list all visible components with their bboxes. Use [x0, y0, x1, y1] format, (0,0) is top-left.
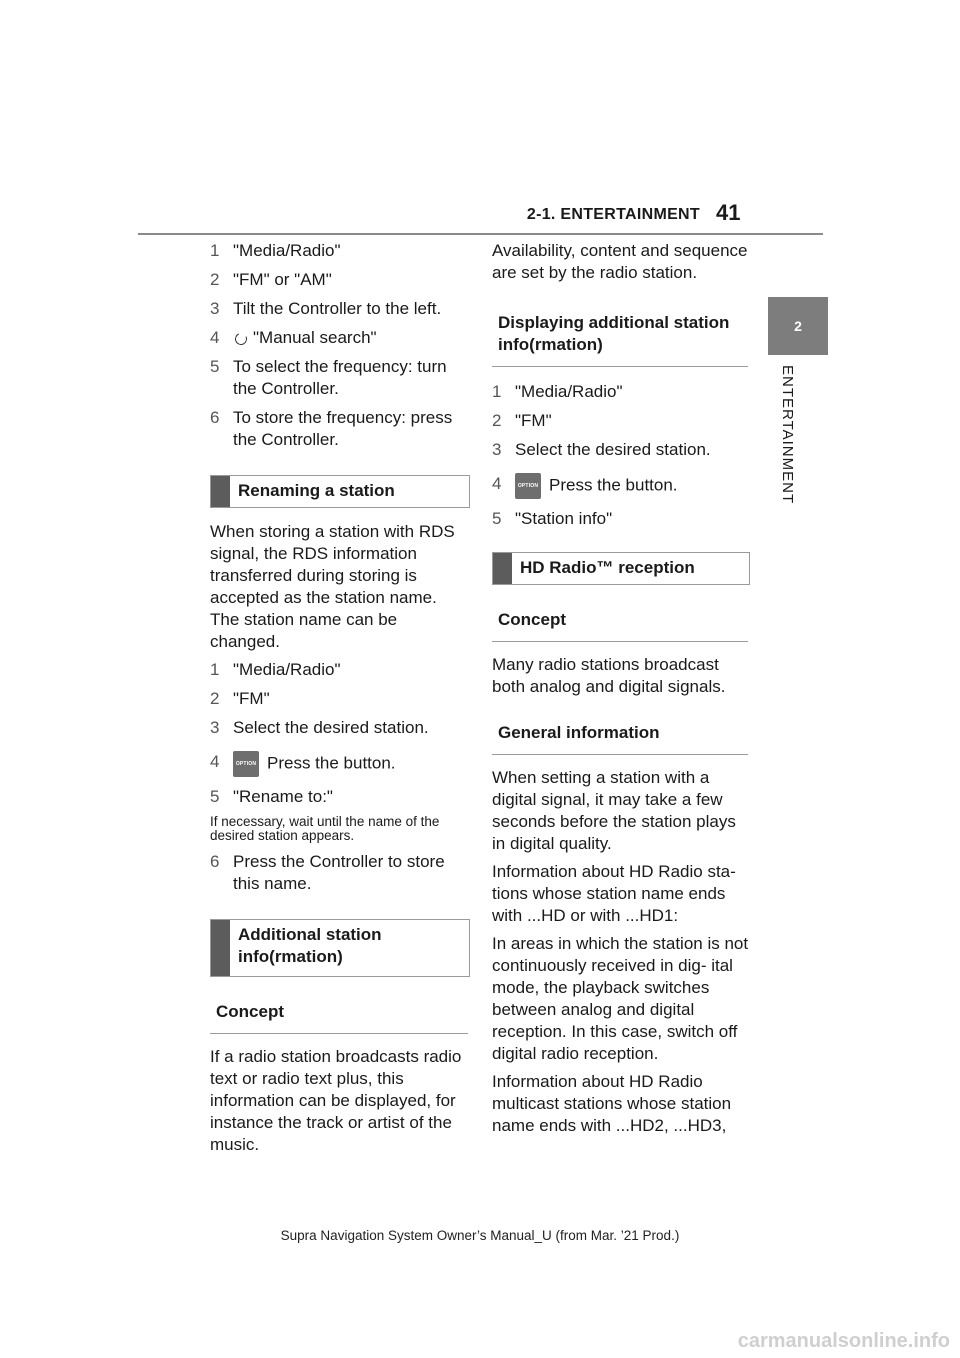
step: 4 OPTION Press the button.: [492, 473, 750, 499]
concept-paragraph: Many radio stations broadcast both analog and digital signals.: [492, 655, 726, 696]
rotate-icon: [233, 331, 248, 346]
concept-paragraph: If a radio station broadcasts radio text or radio text plus, this information can be displayed, for instance the track or artist of the music.: [210, 1047, 462, 1154]
option-button-icon: OPTION: [233, 751, 259, 777]
heading-hd-radio-reception: HD Radio™ reception: [492, 552, 750, 585]
paragraph: Information about HD Radio multicast stations whose station name ends with ...HD2, ...HD3,: [492, 1072, 732, 1135]
step: 2 "FM": [210, 689, 270, 708]
heading-concept: Concept: [492, 601, 748, 642]
chapter-tab: 2: [768, 297, 828, 355]
step: 5 To select the frequency: turn the Controller.: [210, 357, 447, 398]
heading-additional-station-info: Additional station info(rmation): [210, 919, 470, 977]
step: 3 Tilt the Controller to the left.: [210, 299, 442, 318]
intro-paragraph: Availability, content and sequence are set by the radio station.: [492, 241, 748, 282]
page-number: 41: [716, 200, 741, 225]
section-title: 2-1. ENTERTAINMENT: [526, 206, 700, 223]
header-rule: [138, 233, 823, 235]
heading-displaying-station-info: Displaying additional station info(rmation): [492, 306, 748, 367]
step: 5 "Station info": [492, 509, 613, 528]
paragraph: Information about HD Radio sta- tions whose station name ends with ...HD or with ...HD1:: [492, 862, 736, 925]
right-column: [492, 240, 750, 1143]
step: 4 "Manual search": [210, 328, 377, 347]
step: 1 "Media/Radio": [492, 382, 623, 401]
watermark: carmanualsonline.info: [737, 1330, 950, 1352]
heading-concept: Concept: [210, 993, 468, 1034]
step: 1 "Media/Radio": [210, 660, 341, 679]
step: 5 "Rename to:": [210, 787, 333, 806]
step: 3 Select the desired station.: [210, 718, 429, 737]
heading-general-information: General information: [492, 714, 748, 755]
note: If necessary, wait until the name of the desired station appears.: [210, 814, 440, 843]
step: 2 "FM" or "AM": [210, 270, 332, 289]
step: 4 OPTION Press the button.: [210, 751, 470, 777]
rename-paragraph: When storing a station with RDS signal, the RDS information transferred during storing is accepted as the station name. The station name can be changed.: [210, 522, 455, 651]
step: 2 "FM": [492, 411, 552, 430]
left-column: [210, 240, 470, 1162]
heading-renaming-station: Renaming a station: [210, 475, 470, 508]
option-button-icon: OPTION: [515, 473, 541, 499]
footer: Supra Navigation System Owner’s Manual_U (from Mar. ’21 Prod.): [280, 1228, 680, 1243]
chapter-label: ENTERTAINMENT: [779, 365, 796, 505]
step: 1 "Media/Radio": [210, 241, 341, 260]
paragraph: In areas in which the station is not continuously received in dig- ital mode, the playback switches between analog and digital reception. In this case, switch off digital radio reception.: [492, 934, 749, 1063]
step: 3 Select the desired station.: [492, 440, 711, 459]
step: 6 To store the frequency: press the Controller.: [210, 408, 453, 449]
paragraph: When setting a station with a digital signal, it may take a few seconds before the station plays in digital quality.: [492, 768, 736, 853]
step: 6 Press the Controller to store this name.: [210, 852, 445, 893]
